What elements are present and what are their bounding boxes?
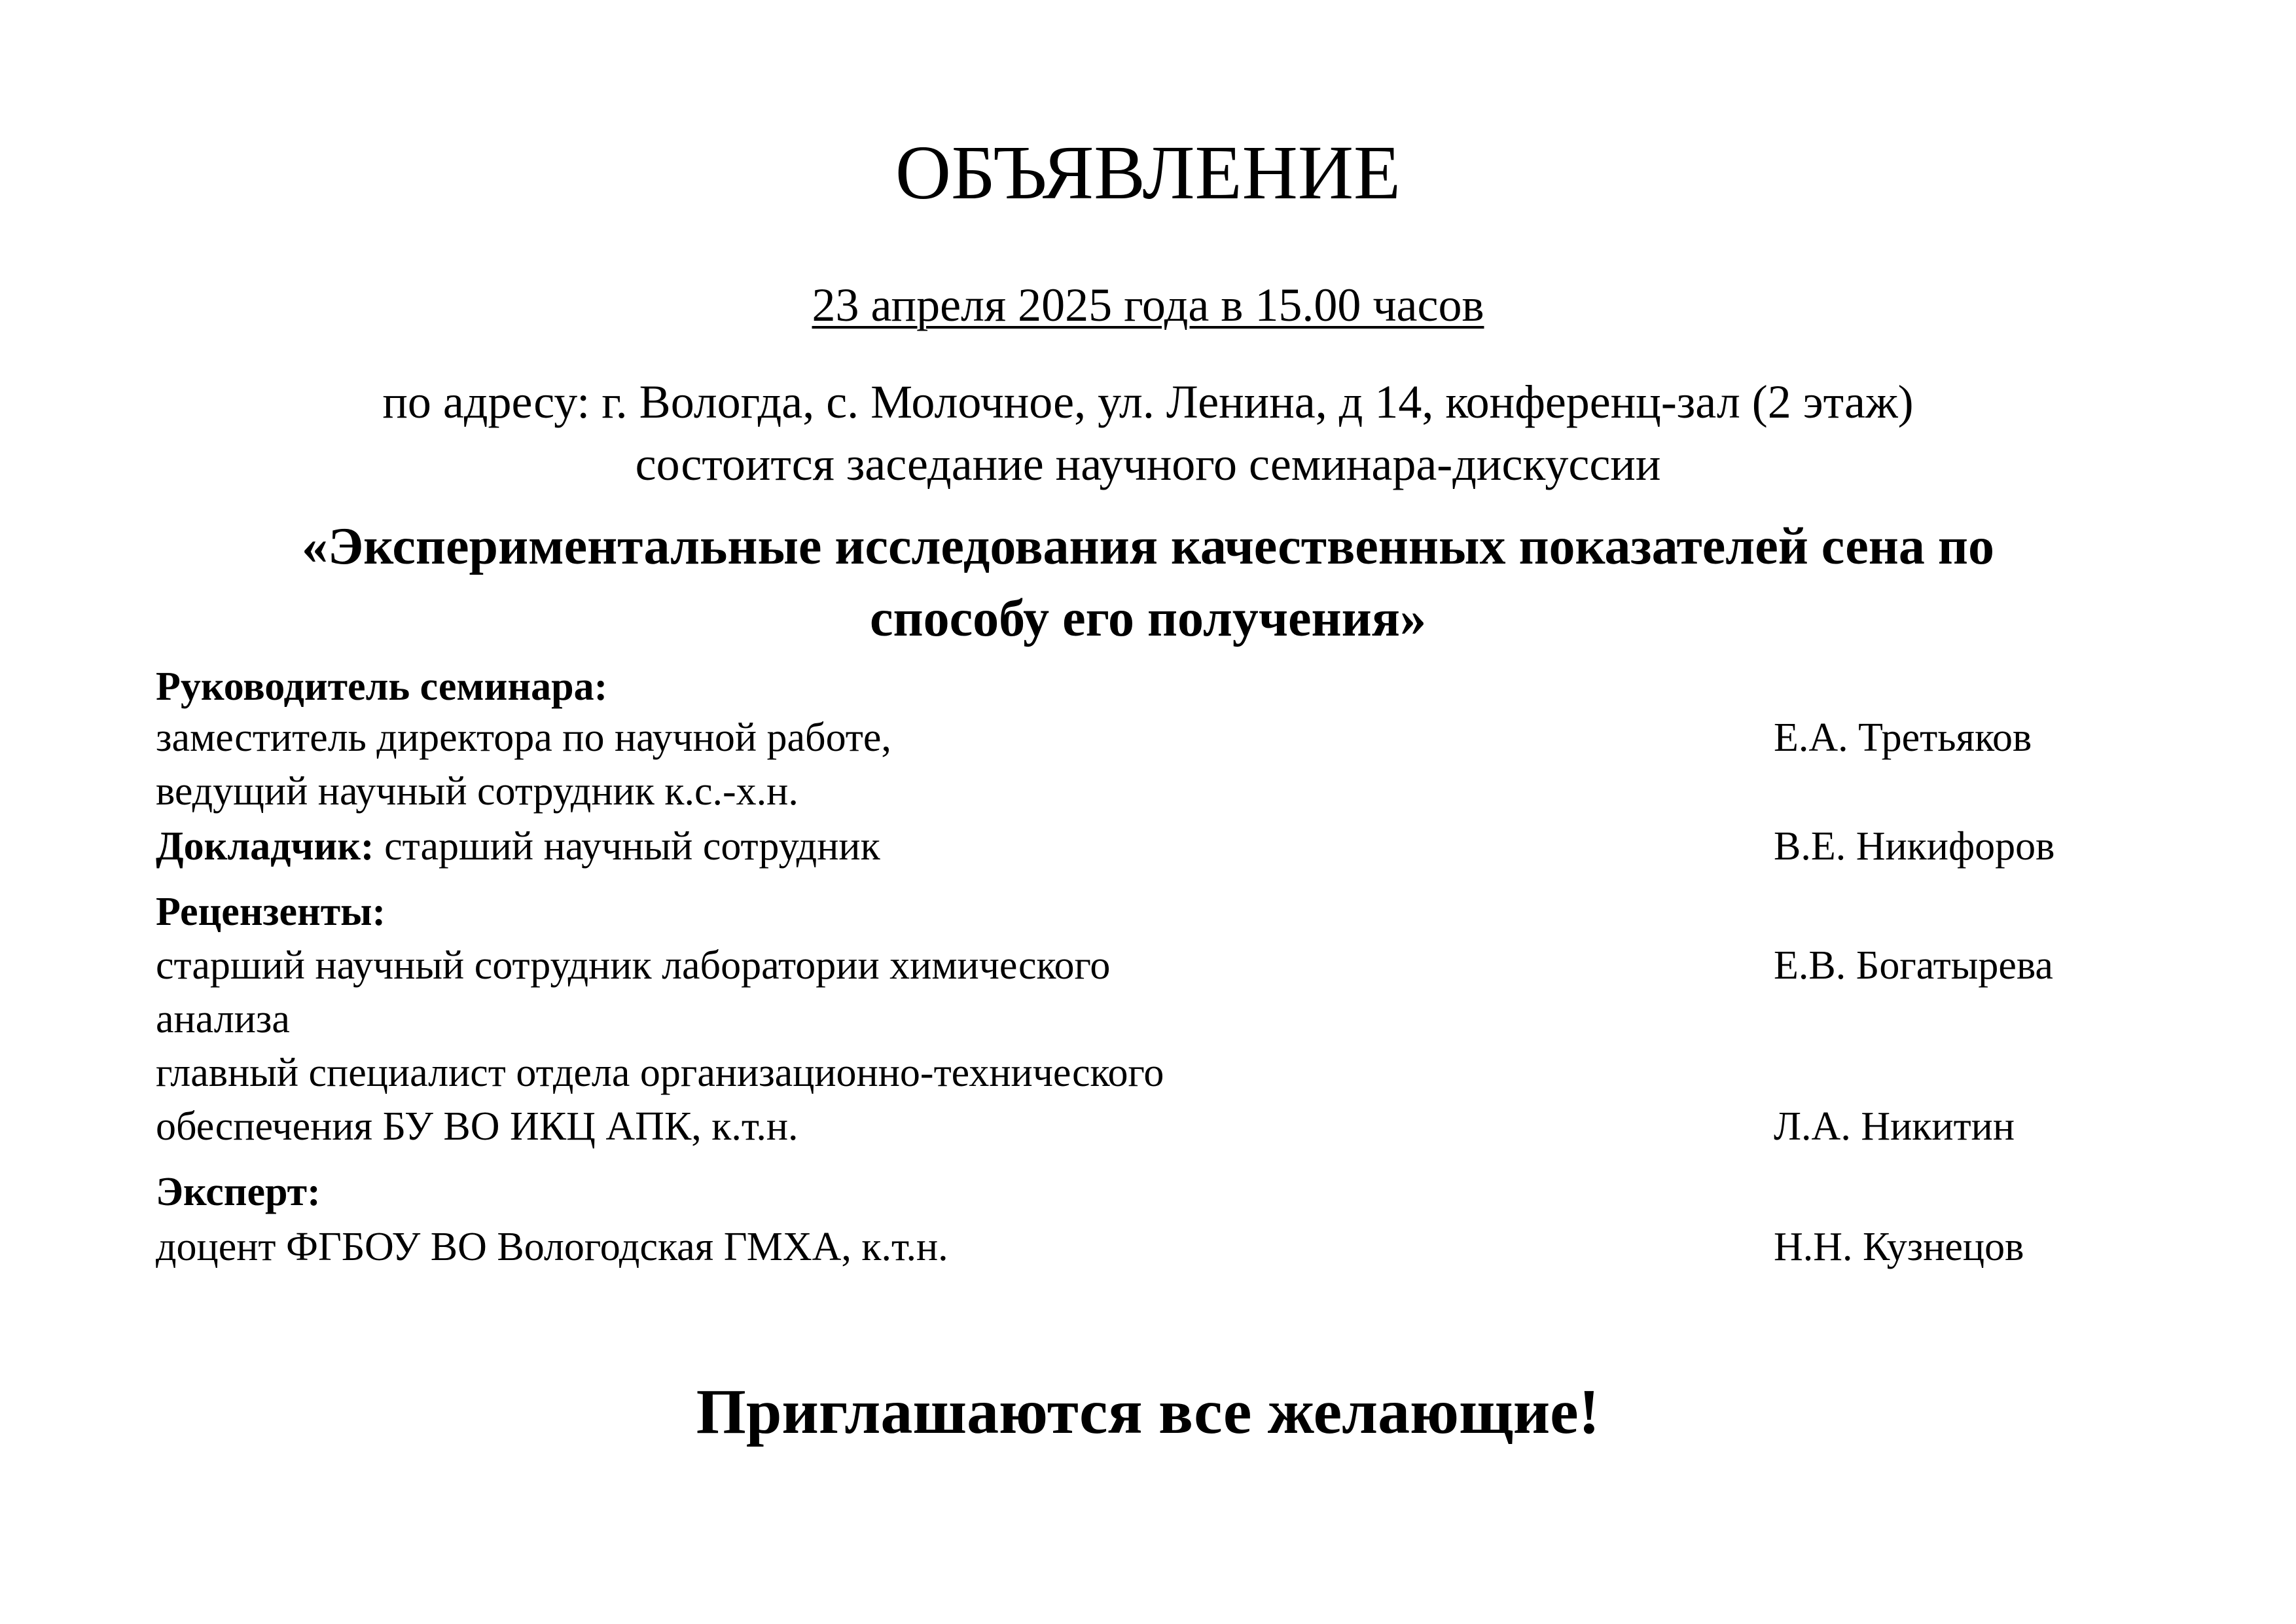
event-line: состоится заседание научного семинара-дискуссии [635,438,1661,490]
reviewers-label: Рецензенты: [156,890,386,934]
expert-role: доцент ФГБОУ ВО Вологодская ГМХА, к.т.н. [156,1225,948,1269]
speaker-line [156,826,880,867]
topic-line-1: «Экспериментальные исследования качественных показателей сена по [302,518,1994,575]
speaker-label: Докладчик: [156,824,374,869]
head-role-line-2: ведущий научный сотрудник к.с.-х.н. [156,769,798,814]
reviewer-2-line-1: главный специалист отдела организационно-технического [156,1051,1164,1095]
page-title: ОБЪЯВЛЕНИЕ [895,130,1401,215]
head-label: Руководитель семинара: [156,664,608,709]
invitation: Приглашаются все желающие! [696,1377,1600,1447]
expert-label: Эксперт: [156,1170,321,1214]
reviewer-2-name: Л.А. Никитин [1774,1104,2015,1149]
reviewer-1-line-2: анализа [156,997,290,1041]
address-line: по адресу: г. Вологда, с. Молочное, ул. Ленина, д 14, конференц-зал (2 этаж) [382,376,1914,428]
reviewer-2-line-2: обеспечения БУ ВО ИКЦ АПК, к.т.н. [156,1104,798,1149]
date-line [0,281,2296,329]
expert-name: Н.Н. Кузнецов [1774,1225,2024,1269]
reviewer-1-name: Е.В. Богатырева [1774,943,2053,988]
head-name: Е.А. Третьяков [1774,715,2032,760]
speaker-name: В.Е. Никифоров [1774,824,2055,869]
reviewer-1-line-1: старший научный сотрудник лаборатории химического [156,943,1111,988]
topic-line-2: способу его получения» [870,590,1426,647]
speaker-role: старший научный сотрудник [374,824,880,869]
date-text: 23 апреля 2025 года в 15.00 часов [812,279,1484,331]
head-role-line-1: заместитель директора по научной работе, [156,715,891,760]
